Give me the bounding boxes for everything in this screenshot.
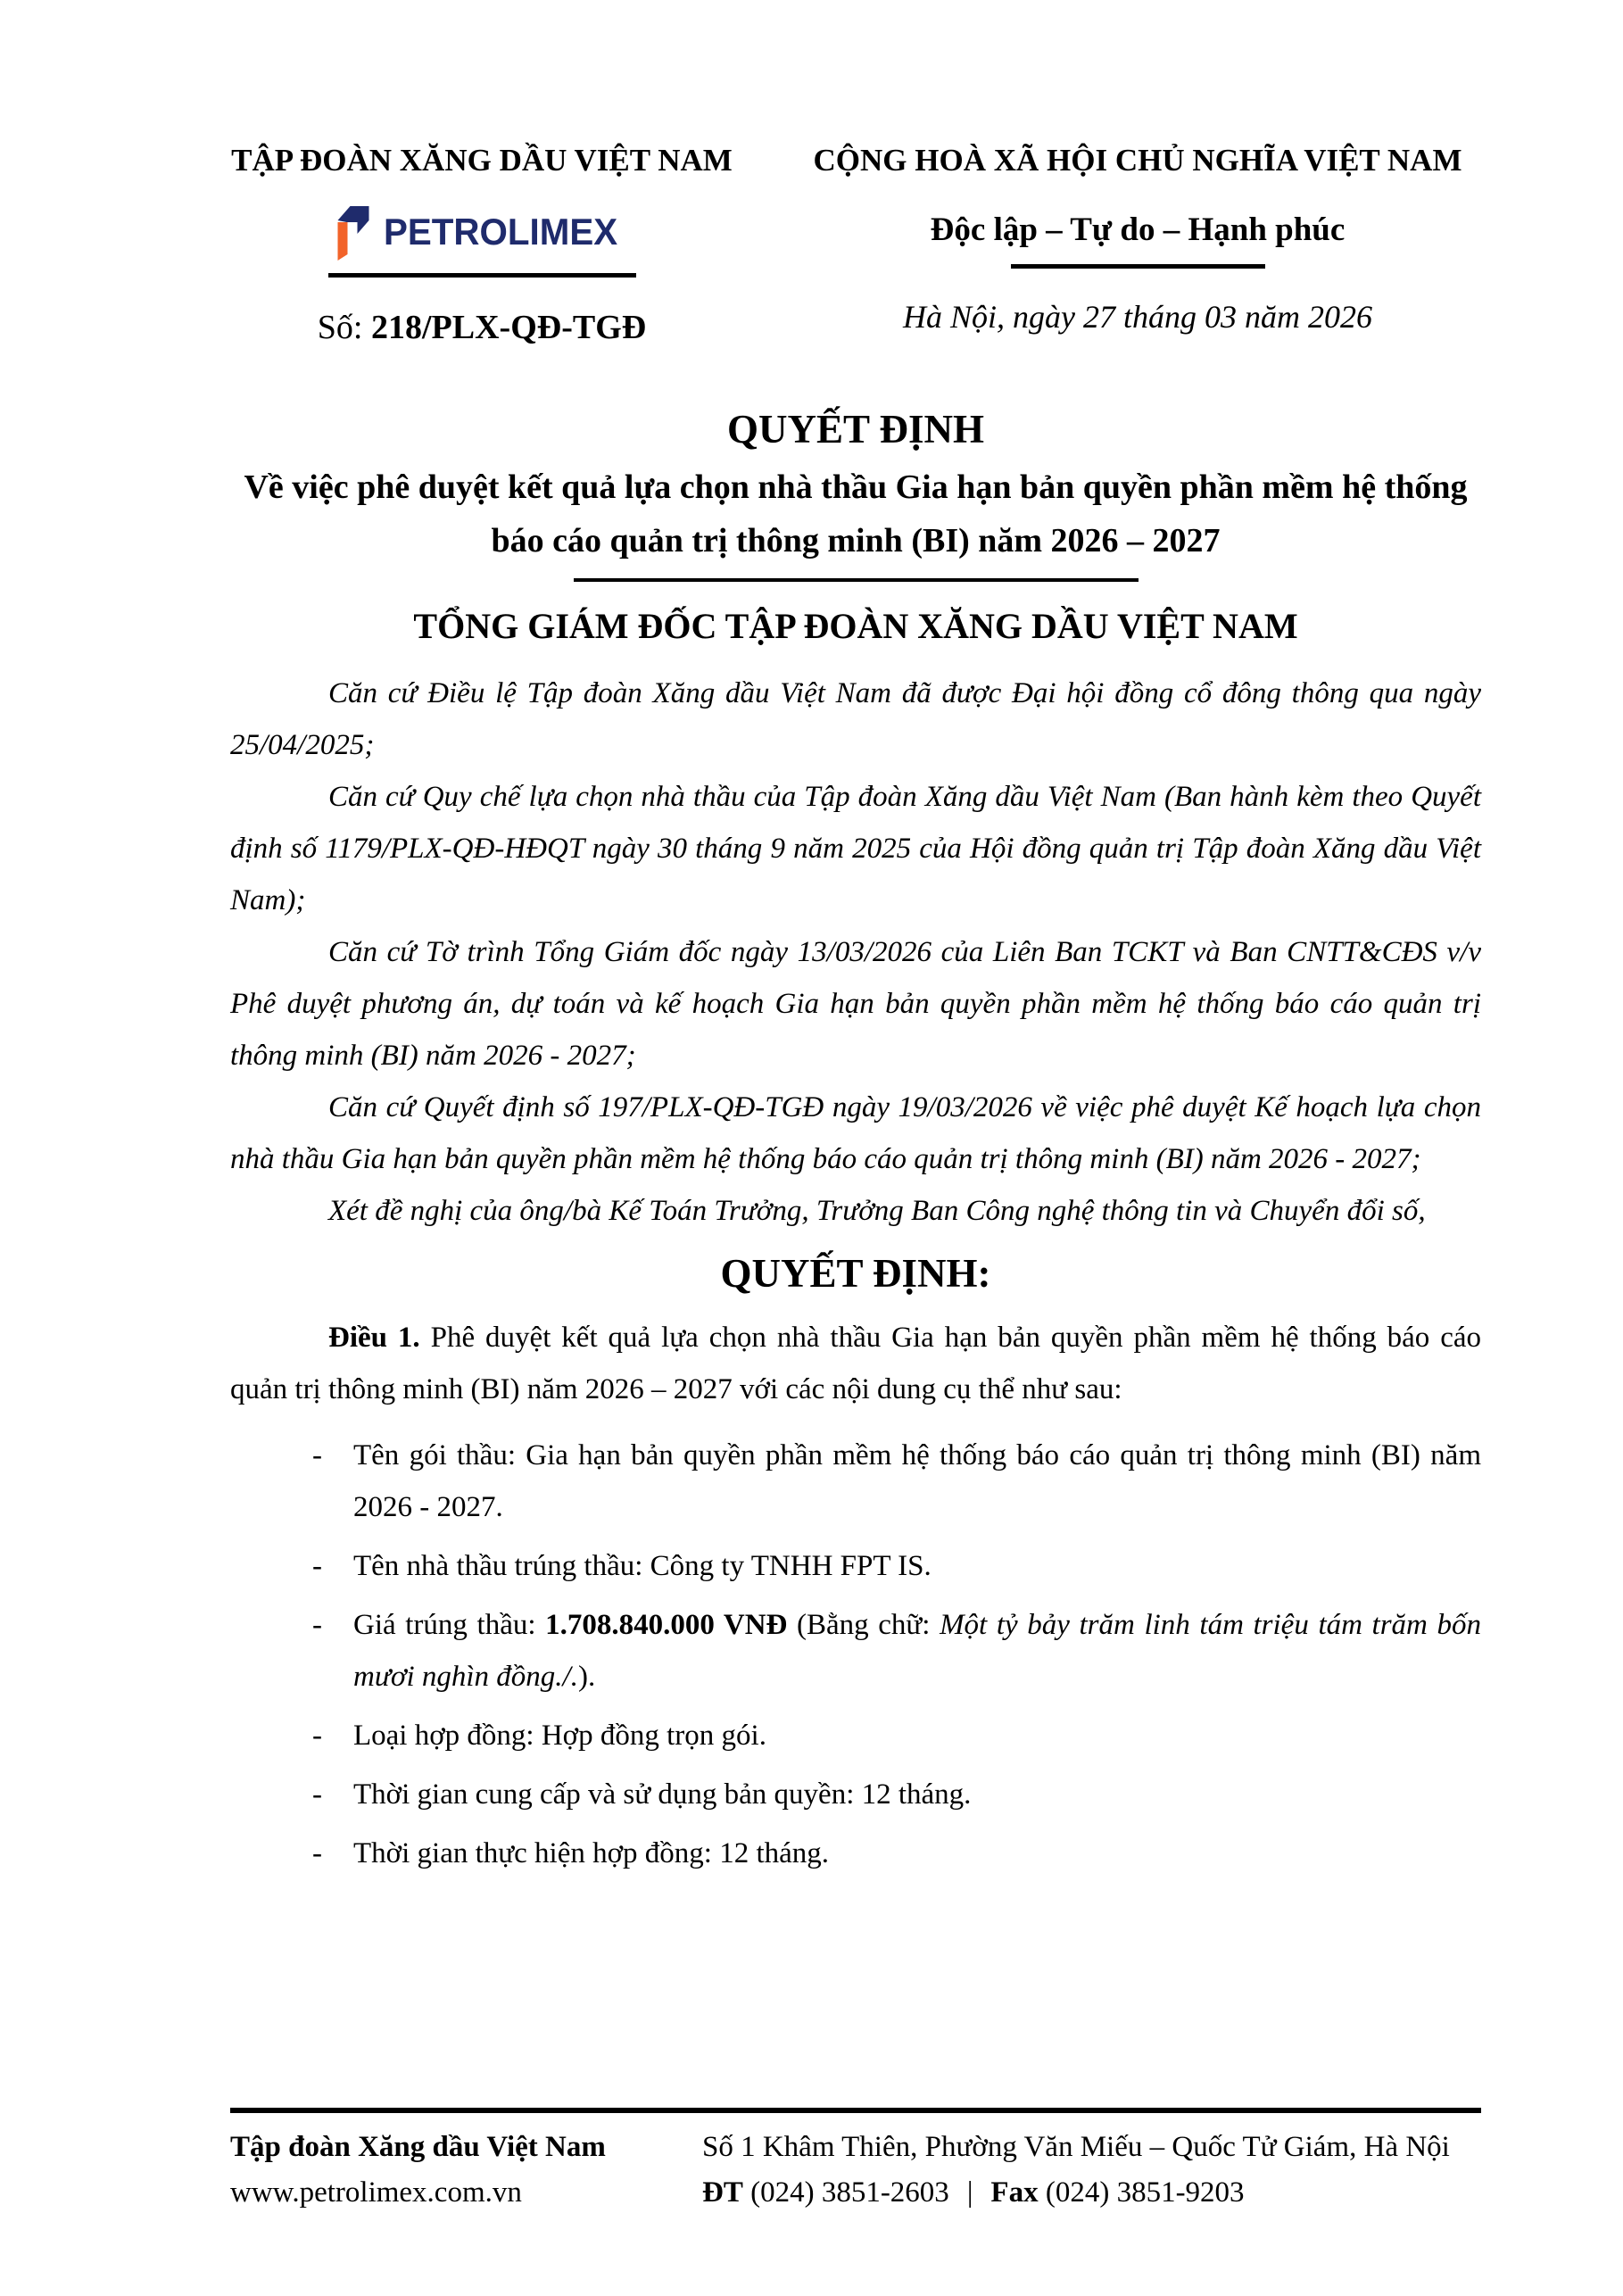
- header-left-rule: [328, 273, 636, 278]
- decision-bullet-list: [312, 1430, 1481, 1879]
- footer-address: Số 1 Khâm Thiên, Phường Văn Miếu – Quốc Tử Giám, Hà Nội: [702, 2131, 1450, 2163]
- list-item: - Tên gói thầu: Gia hạn bản quyền phần mềm hệ thống báo cáo quản trị thông minh (BI) năm 2026 - 2027.: [312, 1430, 1481, 1533]
- recital-paragraph: Căn cứ Điều lệ Tập đoàn Xăng dầu Việt Nam đã được Đại hội đồng cổ đông thông qua ngày 25/04/2025;: [230, 677, 1481, 761]
- authority-heading: TỔNG GIÁM ĐỐC TẬP ĐOÀN XĂNG DẦU VIỆT NAM: [413, 606, 1298, 646]
- list-item: [312, 1599, 1481, 1703]
- recital-paragraph: Căn cứ Quy chế lựa chọn nhà thầu của Tập đoàn Xăng dầu Việt Nam (Ban hành kèm theo Quyết định số 1179/PLX-QĐ-HĐQT ngày 30 tháng 9 năm 2025 của Hội đồng quản trị Tập đoàn Xăng dầu Việt Nam);: [230, 781, 1481, 916]
- phone-number: (024) 3851-2603: [742, 2176, 949, 2209]
- article-1-label: Điều 1.: [328, 1322, 420, 1354]
- header-right-rule: [1011, 264, 1265, 269]
- recital-paragraph: Căn cứ Quyết định số 197/PLX-QĐ-TGĐ ngày 19/03/2026 về việc phê duyệt Kế hoạch lựa chọn nhà thầu Gia hạn bản quyền phần mềm hệ thống báo cáo quản trị thông minh (BI) năm 2026 - 2027;: [230, 1091, 1481, 1175]
- list-item: - Tên nhà thầu trúng thầu: Công ty TNHH FPT IS.: [312, 1540, 1481, 1592]
- place-date-line: Hà Nội, ngày 27 tháng 03 năm 2026: [903, 299, 1372, 335]
- doc-subject: Về việc phê duyệt kết quả lựa chọn nhà thầu Gia hạn bản quyền phần mềm hệ thống báo cáo quản trị thông minh (BI) năm 2026 – 2027: [244, 468, 1468, 559]
- fax-label: Fax: [990, 2176, 1039, 2209]
- org-name: TẬP ĐOÀN XĂNG DẦU VIỆT NAM: [231, 143, 733, 178]
- recital-paragraph: Căn cứ Tờ trình Tổng Giám đốc ngày 13/03/2026 của Liên Ban TCKT và Ban CNTT&CĐS v/v Phê duyệt phương án, dự toán và kế hoạch Gia hạn bản quyền phần mềm hệ thống báo cáo quản trị thông minh (BI) năm 2026 - 2027;: [230, 936, 1481, 1072]
- republic-title: CỘNG HOÀ XÃ HỘI CHỦ NGHĨA VIỆT NAM: [813, 143, 1462, 178]
- footer-website: www.petrolimex.com.vn: [230, 2176, 522, 2209]
- article-1-paragraph: [230, 1312, 1481, 1415]
- bid-price-in-words: Một tỷ bảy trăm linh tám triệu tám trăm bốn mươi nghìn đồng./.: [353, 1609, 1481, 1693]
- subject-rule: [574, 578, 1139, 582]
- document-body: [230, 403, 1481, 1886]
- bid-price-amount: 1.708.840.000 VNĐ: [545, 1609, 788, 1641]
- fax-number: (024) 3851-9203: [1038, 2176, 1245, 2209]
- list-item: - Thời gian cung cấp và sử dụng bản quyền: 12 tháng.: [312, 1769, 1481, 1820]
- page-footer: [230, 2108, 1481, 2209]
- footer-org-name: Tập đoàn Xăng dầu Việt Nam: [230, 2131, 606, 2163]
- footer-right-block: [702, 2126, 1450, 2215]
- bid-price-prefix: Giá trúng thầu:: [353, 1609, 546, 1641]
- petrolimex-logo: [205, 203, 758, 261]
- footer-left-block: [230, 2126, 606, 2215]
- phone-label: ĐT: [702, 2176, 743, 2209]
- footer-contacts: [702, 2171, 1450, 2215]
- doc-number: 218/PLX-QĐ-TGĐ: [370, 309, 647, 346]
- recital-paragraph: Xét đề nghị của ông/bà Kế Toán Trưởng, Trưởng Ban Công nghệ thông tin và Chuyển đổi số,: [328, 1195, 1426, 1227]
- recitals: [230, 667, 1481, 1237]
- article-1-text: Phê duyệt kết quả lựa chọn nhà thầu Gia hạn bản quyền phần mềm hệ thống báo cáo quản trị thông minh (BI) năm 2026 – 2027 với các nội dung cụ thể như sau:: [230, 1322, 1481, 1405]
- petrolimex-logo-icon: [335, 204, 371, 261]
- list-item: - Loại hợp đồng: Hợp đồng trọn gói.: [312, 1710, 1481, 1761]
- list-item: - Thời gian thực hiện hợp đồng: 12 tháng.: [312, 1828, 1481, 1879]
- motto: Độc lập – Tự do – Hạnh phúc: [930, 211, 1346, 248]
- header-left-block: [205, 141, 758, 347]
- doc-title: QUYẾT ĐỊNH: [727, 407, 984, 452]
- bid-price-suffix: ).: [577, 1661, 596, 1693]
- decision-heading: QUYẾT ĐỊNH:: [720, 1251, 991, 1296]
- contact-separator: |: [966, 2176, 973, 2209]
- doc-number-label: Số:: [317, 309, 363, 346]
- header-right-block: [785, 141, 1490, 336]
- bid-price-mid: (Bằng chữ:: [787, 1609, 940, 1641]
- petrolimex-logo-wordmark: PETROLIMEX: [384, 211, 618, 253]
- doc-number-line: [205, 308, 758, 347]
